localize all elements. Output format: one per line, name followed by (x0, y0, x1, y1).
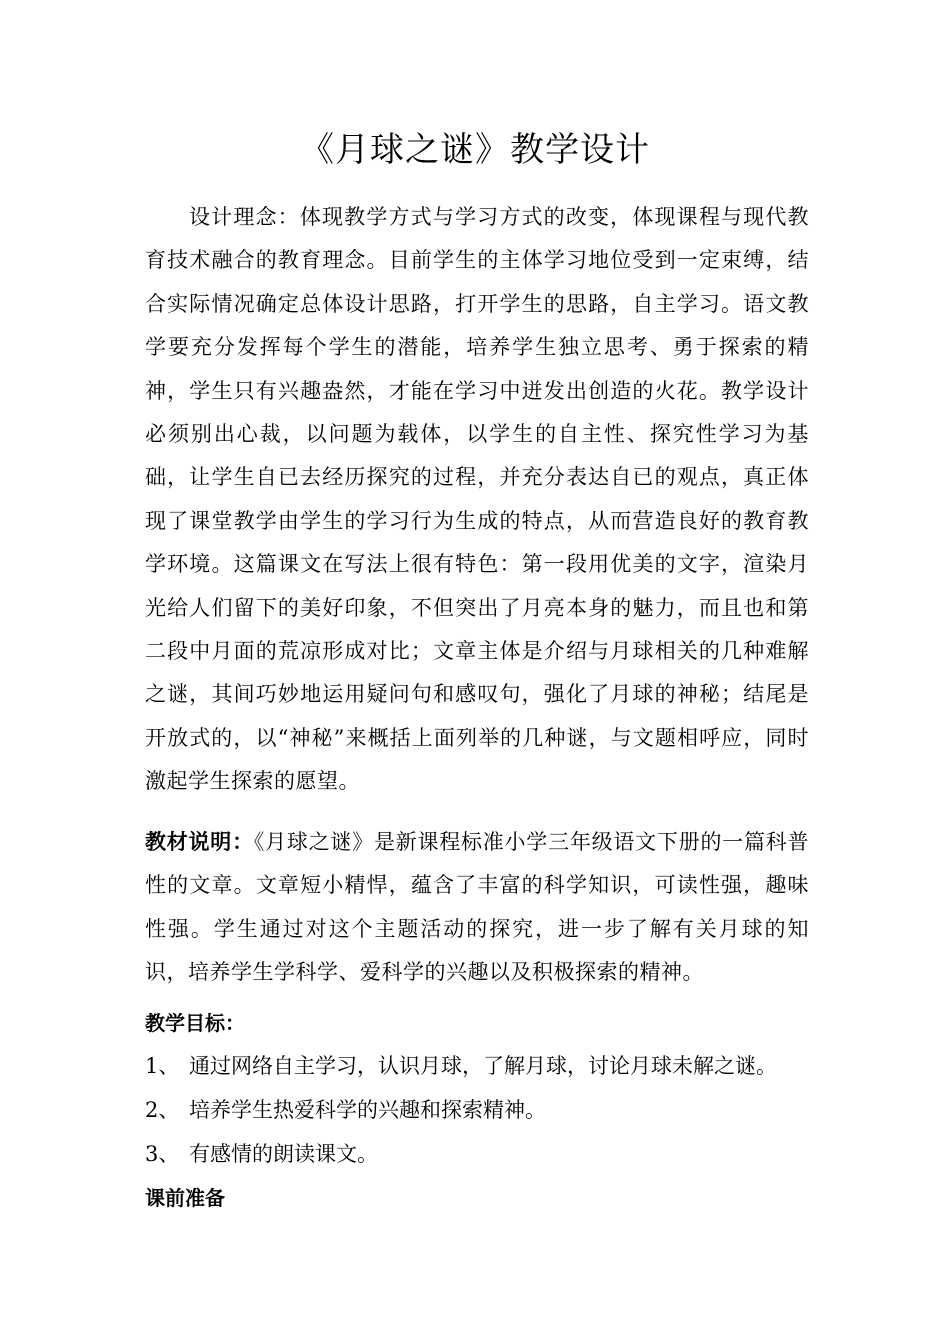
preparation-heading: 课前准备 (145, 1186, 225, 1210)
goal-text: 有感情的朗读课文。 (189, 1142, 378, 1166)
goal-number: 2、 (145, 1098, 180, 1122)
material-text: 《月球之谜》是新课程标准小学三年级语文下册的一篇科普性的文章。文章短小精悍，蕴含了丰富的科学知识，可读性强，趣味性强。学生通过对这个主题活动的探究，进一步了解有关月球的知识，培养学生学科学、爱科学的兴趣以及积极探索的精神。 (145, 830, 810, 985)
document-title: 《月球之谜》教学设计 (300, 130, 650, 170)
material-label: 教材说明： (145, 829, 254, 854)
goal-number: 3、 (145, 1142, 180, 1166)
goal-item (145, 1051, 777, 1081)
design-concept-paragraph: 设计理念：体现教学方式与学习方式的改变，体现课程与现代教育技术融合的教育理念。目前学生的主体学习地位受到一定束缚，结合实际情况确定总体设计思路，打开学生的思路，自主学习。语文教学要充分发挥每个学生的潜能，培养学生独立思考、勇于探索的精神，学生只有兴趣盎然，才能在学习中迸发出创造的火花。教学设计必须别出心裁，以问题为载体，以学生的自主性、探究性学习为基础，让学生自已去经历探究的过程，并充分表达自已的观点，真正体现了课堂教学由学生的学习行为生成的特点，从而营造良好的教育教学环境。这篇课文在写法上很有特色：第一段用优美的文字，渲染月光给人们留下的美好印象，不但突出了月亮本身的魅力，而且也和第二段中月面的荒凉形成对比；文章主体是介绍与月球相关的几种难解之谜，其间巧妙地运用疑问句和感叹句，强化了月球的神秘；结尾是开放式的，以“神秘”来概括上面列举的几种谜，与文题相呼应，同时激起学生探索的愿望。 (145, 205, 809, 794)
goal-number: 1、 (145, 1054, 180, 1078)
goal-item (145, 1139, 378, 1169)
goals-heading: 教学目标： (145, 1011, 245, 1035)
goal-text: 培养学生热爱科学的兴趣和探索精神。 (189, 1098, 546, 1122)
goal-item (145, 1095, 546, 1125)
goal-text: 通过网络自主学习，认识月球，了解月球，讨论月球未解之谜。 (189, 1054, 777, 1078)
material-description-paragraph (145, 820, 809, 995)
